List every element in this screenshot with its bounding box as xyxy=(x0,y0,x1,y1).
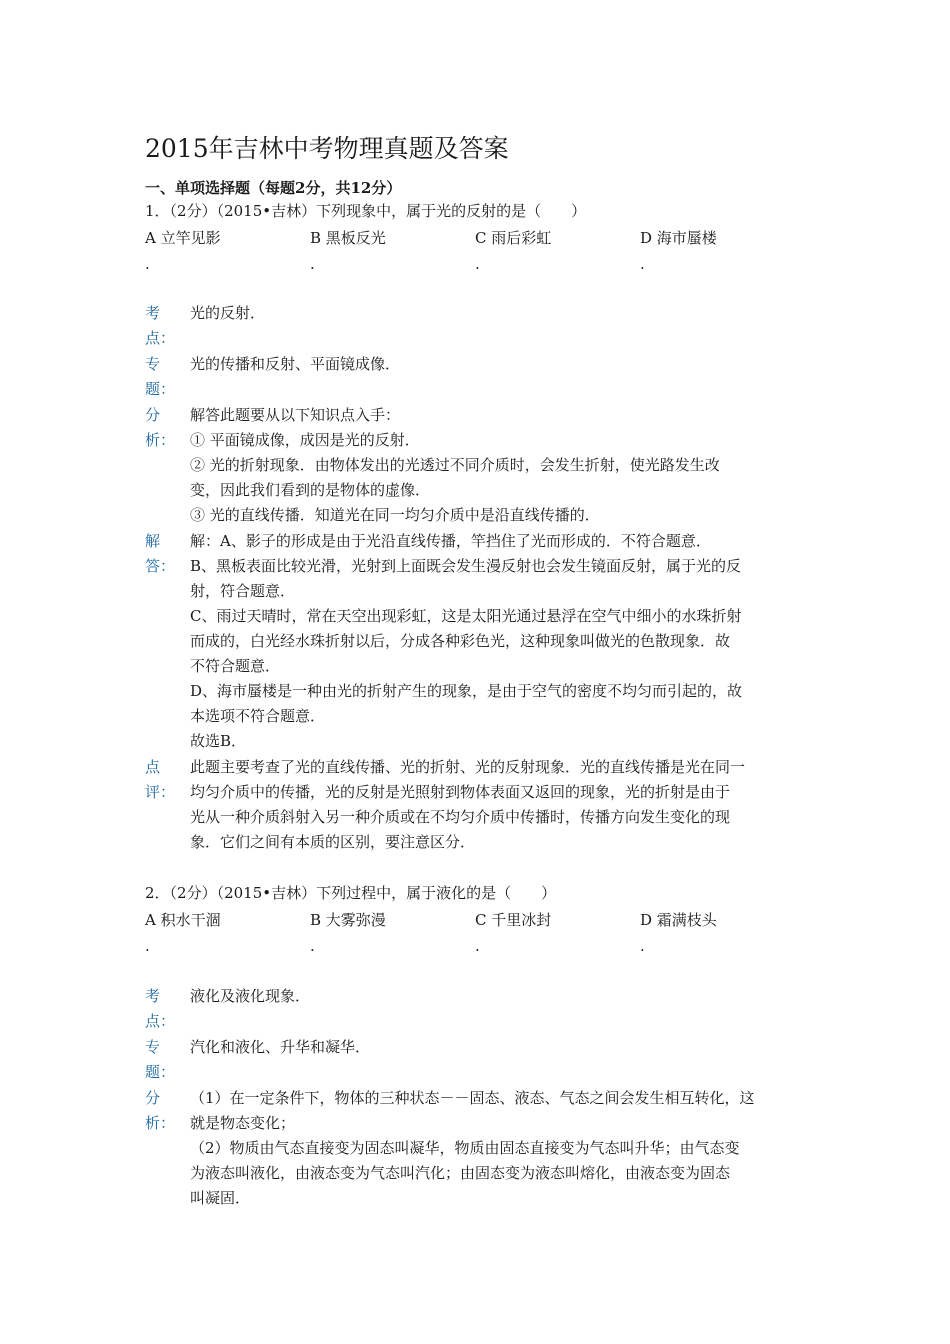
option-c: C 雨后彩虹 xyxy=(475,229,552,247)
analysis-line: 光的反射． xyxy=(190,304,266,322)
option-b: B 黑板反光 xyxy=(310,229,386,247)
analysis-label: 专题： xyxy=(145,1038,176,1081)
option-dot: . xyxy=(475,255,480,273)
option-dot: . xyxy=(145,937,150,955)
option-a: A 积水干涸 xyxy=(145,911,221,929)
option-dot: . xyxy=(310,255,315,273)
analysis-label: 专题： xyxy=(145,355,176,398)
q2-zhuanti xyxy=(145,1035,815,1081)
option-d: D 霜满枝头 xyxy=(640,911,717,929)
section-heading: 一、单项选择题（每题2分，共12分） xyxy=(145,179,402,197)
analysis-line: 均匀介质中的传播，光的反射是光照射到物体表面又返回的现象，光的折射是由于 xyxy=(190,783,731,801)
option-c: C 千里冰封 xyxy=(475,911,552,929)
analysis-label: 解答： xyxy=(145,532,176,575)
analysis-line: 解：A、影子的形成是由于光沿直线传播，竿挡住了光而形成的．不符合题意． xyxy=(190,532,711,550)
analysis-label: 点评： xyxy=(145,758,176,801)
q1-dianping xyxy=(145,755,815,855)
analysis-line: ③ 光的直线传播．知道光在同一均匀介质中是沿直线传播的． xyxy=(190,506,600,524)
analysis-line: 解答此题要从以下知识点入手： xyxy=(190,406,401,424)
analysis-line: 射，符合题意． xyxy=(190,582,296,600)
analysis-line: （1）在一定条件下，物体的三种状态－－固态、液态、气态之间会发生相互转化，这 xyxy=(190,1089,755,1107)
analysis-label: 考点： xyxy=(145,304,176,347)
analysis-line: 光从一种介质斜射入另一种介质或在不均匀介质中传播时，传播方向发生变化的现 xyxy=(190,808,731,826)
question-1-stem: 1．（2分）（2015•吉林）下列现象中，属于光的反射的是（ ） xyxy=(145,202,587,220)
option-dot: . xyxy=(640,937,645,955)
analysis-line: 象．它们之间有本质的区别，要注意区分． xyxy=(190,833,476,851)
analysis-line: 为液态叫液化，由液态变为气态叫汽化；由固态变为液态叫熔化，由液态变为固态 xyxy=(190,1164,731,1182)
option-dot: . xyxy=(145,255,150,273)
analysis-line: （2）物质由气态直接变为固态叫凝华，物质由固态直接变为气态叫升华；由气态变 xyxy=(190,1139,740,1157)
analysis-line: B、黑板表面比较光滑，光射到上面既会发生漫反射也会发生镜面反射，属于光的反 xyxy=(190,557,742,575)
analysis-label: 分析： xyxy=(145,406,176,449)
analysis-line: ① 平面镜成像，成因是光的反射． xyxy=(190,431,420,449)
q2-kaodian xyxy=(145,984,815,1030)
question-2-stem: 2．（2分）（2015•吉林）下列过程中，属于液化的是（ ） xyxy=(145,884,557,902)
option-d: D 海市蜃楼 xyxy=(640,229,717,247)
q2-fenxi xyxy=(145,1086,815,1211)
analysis-line: 故选B． xyxy=(190,732,247,750)
analysis-line: 本选项不符合题意． xyxy=(190,707,326,725)
analysis-line: ② 光的折射现象．由物体发出的光透过不同介质时，会发生折射，使光路发生改 xyxy=(190,456,720,474)
q1-jieda xyxy=(145,529,815,754)
analysis-line: 此题主要考查了光的直线传播、光的折射、光的反射现象．光的直线传播是光在同一 xyxy=(190,758,746,776)
analysis-line: 叫凝固． xyxy=(190,1189,251,1207)
option-dot: . xyxy=(475,937,480,955)
analysis-line: 变，因此我们看到的是物体的虚像． xyxy=(190,481,431,499)
option-a: A 立竿见影 xyxy=(145,229,221,247)
analysis-label: 分析： xyxy=(145,1089,176,1132)
analysis-line: 而成的，白光经水珠折射以后，分成各种彩色光，这种现象叫做光的色散现象．故 xyxy=(190,632,731,650)
q1-fenxi xyxy=(145,403,815,528)
analysis-line: C、雨过天晴时，常在天空出现彩虹，这是太阳光通过悬浮在空气中细小的水珠折射 xyxy=(190,607,742,625)
analysis-line: 不符合题意． xyxy=(190,657,281,675)
page-title: 2015年吉林中考物理真题及答案 xyxy=(145,134,509,163)
analysis-line: D、海市蜃楼是一种由光的折射产生的现象，是由于空气的密度不均匀而引起的，故 xyxy=(190,682,743,700)
analysis-line: 就是物态变化； xyxy=(190,1114,296,1132)
option-dot: . xyxy=(640,255,645,273)
analysis-line: 汽化和液化、升华和凝华． xyxy=(190,1038,371,1056)
q1-kaodian xyxy=(145,301,815,347)
analysis-label: 考点： xyxy=(145,987,176,1030)
q1-zhuanti xyxy=(145,352,815,398)
option-b: B 大雾弥漫 xyxy=(310,911,386,929)
analysis-line: 光的传播和反射、平面镜成像． xyxy=(190,355,401,373)
option-dot: . xyxy=(310,937,315,955)
analysis-line: 液化及液化现象． xyxy=(190,987,311,1005)
